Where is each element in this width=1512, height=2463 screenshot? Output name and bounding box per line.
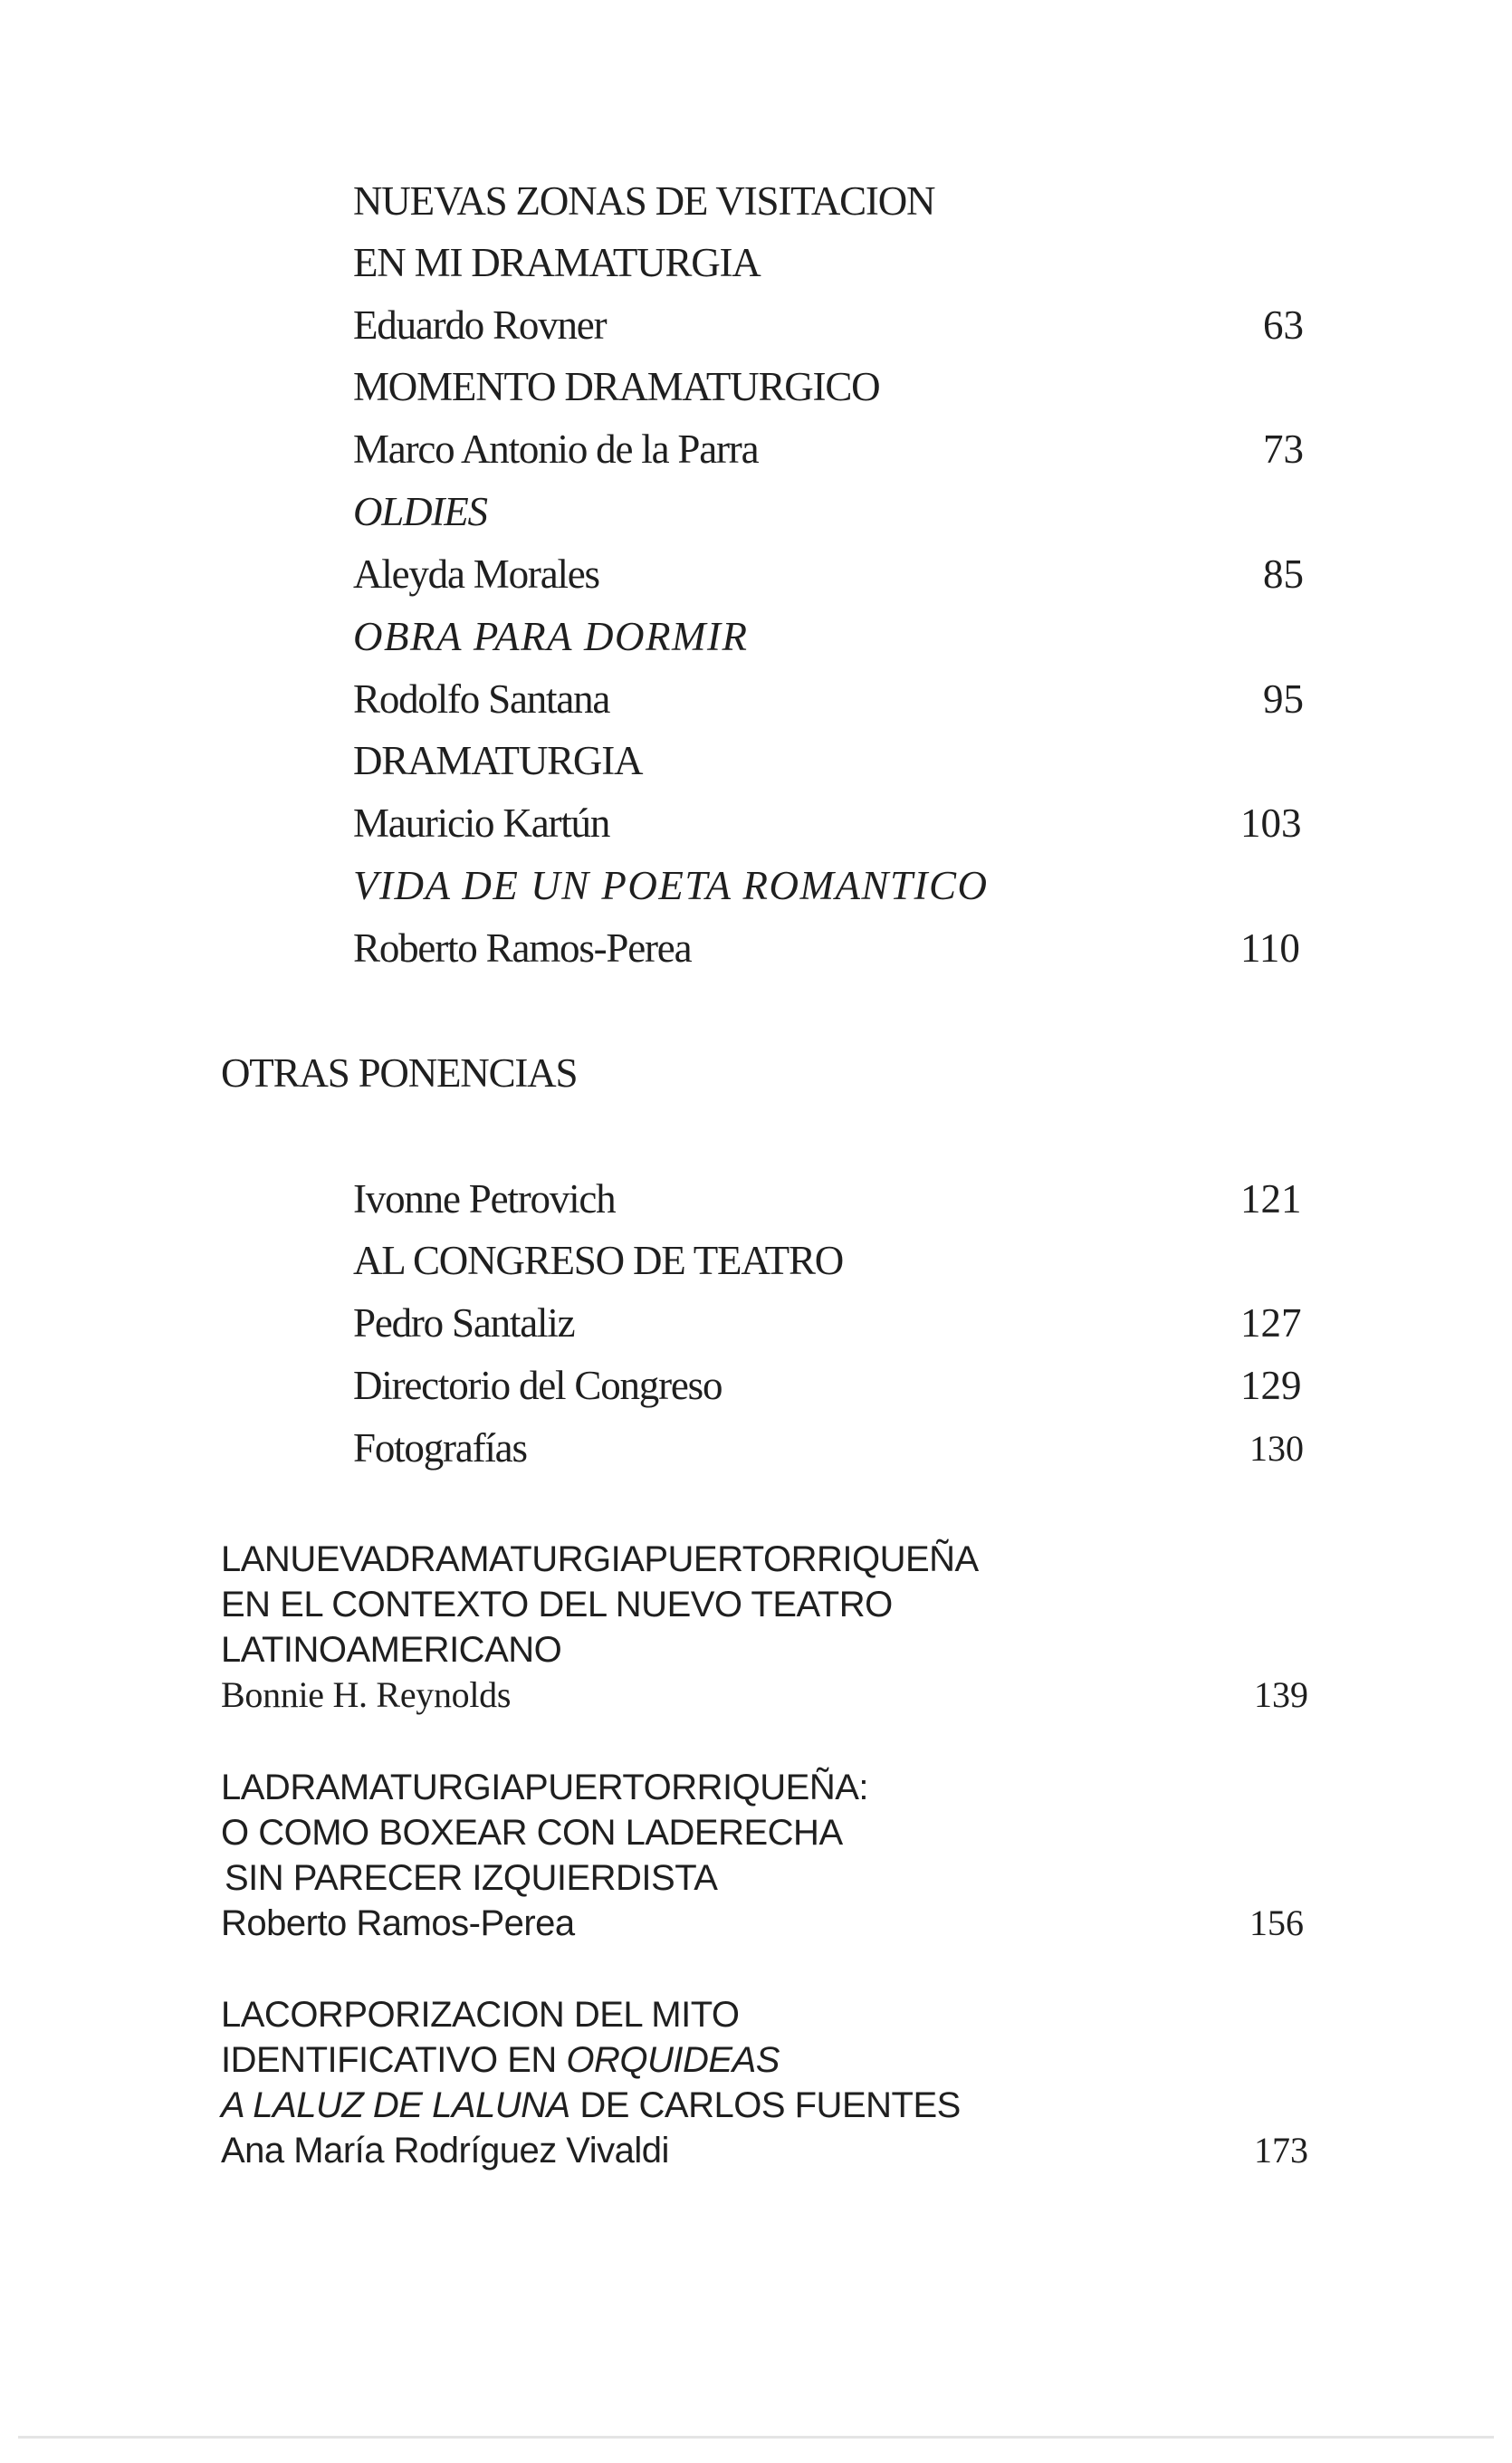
entry-author: Marco Antonio de la Parra bbox=[353, 426, 759, 472]
page-number: 73 bbox=[1263, 426, 1304, 472]
page-number: 127 bbox=[1240, 1300, 1302, 1346]
essay-title-line: O COMO BOXEAR CON LADERECHA bbox=[221, 1813, 843, 1853]
entry-title: OLDIES bbox=[353, 489, 487, 534]
entry-title: VIDA DE UN POETA ROMANTICO bbox=[353, 863, 989, 908]
entry-title: OBRA PARA DORMIR bbox=[353, 614, 749, 659]
page-number: 156 bbox=[1249, 1902, 1304, 1943]
entry-author: Eduardo Rovner bbox=[353, 302, 607, 348]
entry-title: DRAMATURGIA bbox=[353, 738, 643, 783]
page-number: 85 bbox=[1263, 551, 1304, 597]
essay-title-line: EN EL CONTEXTO DEL NUEVO TEATRO bbox=[221, 1585, 893, 1624]
essay-title-line bbox=[221, 2042, 780, 2078]
essay-title-line bbox=[221, 2087, 961, 2123]
page-number: 103 bbox=[1240, 800, 1302, 846]
essay-author: Roberto Ramos-Perea bbox=[221, 1903, 575, 1943]
essay-author: Ana María Rodríguez Vivaldi bbox=[221, 2131, 669, 2171]
page-number: 139 bbox=[1254, 1674, 1308, 1715]
entry-author: Fotografías bbox=[353, 1425, 527, 1471]
entry-author: Aleyda Morales bbox=[353, 551, 599, 597]
essay-title-line: SIN PARECER IZQUIERDISTA bbox=[225, 1858, 718, 1898]
page-number: 130 bbox=[1249, 1428, 1304, 1469]
entry-title: MOMENTO DRAMATURGICO bbox=[353, 364, 880, 409]
page-number: 129 bbox=[1240, 1363, 1302, 1408]
essay-title-text: DE CARLOS FUENTES bbox=[569, 2085, 961, 2125]
page-number: 95 bbox=[1263, 676, 1304, 722]
entry-author: Rodolfo Santana bbox=[353, 676, 610, 722]
page-number: 63 bbox=[1263, 302, 1304, 348]
essay-title-text: IDENTIFICATIVO EN bbox=[221, 2040, 567, 2080]
essay-title-line: LACORPORIZACION DEL MITO bbox=[221, 1995, 740, 2035]
entry-author: Directorio del Congreso bbox=[353, 1363, 723, 1408]
entry-title: AL CONGRESO DE TEATRO bbox=[353, 1238, 844, 1283]
essay-author: Bonnie H. Reynolds bbox=[221, 1674, 512, 1715]
entry-author: Roberto Ramos-Perea bbox=[353, 925, 692, 971]
page-number: 110 bbox=[1240, 925, 1300, 971]
essay-title-line: LADRAMATURGIAPUERTORRIQUEÑA: bbox=[221, 1768, 869, 1807]
essay-title-italic: A LALUZ DE LALUNA bbox=[221, 2085, 570, 2125]
page-number: 121 bbox=[1240, 1176, 1302, 1222]
entry-title: EN MI DRAMATURGIA bbox=[353, 240, 761, 285]
entry-author: Pedro Santaliz bbox=[353, 1300, 575, 1346]
section-heading: OTRAS PONENCIAS bbox=[221, 1050, 578, 1096]
essay-title-line: LANUEVADRAMATURGIAPUERTORRIQUEÑA bbox=[221, 1539, 979, 1579]
bottom-edge-rule bbox=[18, 2436, 1494, 2439]
essay-title-line: LATINOAMERICANO bbox=[221, 1630, 562, 1670]
page-number: 173 bbox=[1254, 2130, 1308, 2171]
entry-author: Ivonne Petrovich bbox=[353, 1176, 616, 1222]
essay-title-italic: ORQUIDEAS bbox=[566, 2040, 780, 2080]
entry-author: Mauricio Kartún bbox=[353, 800, 610, 846]
entry-title: NUEVAS ZONAS DE VISITACION bbox=[353, 178, 935, 224]
